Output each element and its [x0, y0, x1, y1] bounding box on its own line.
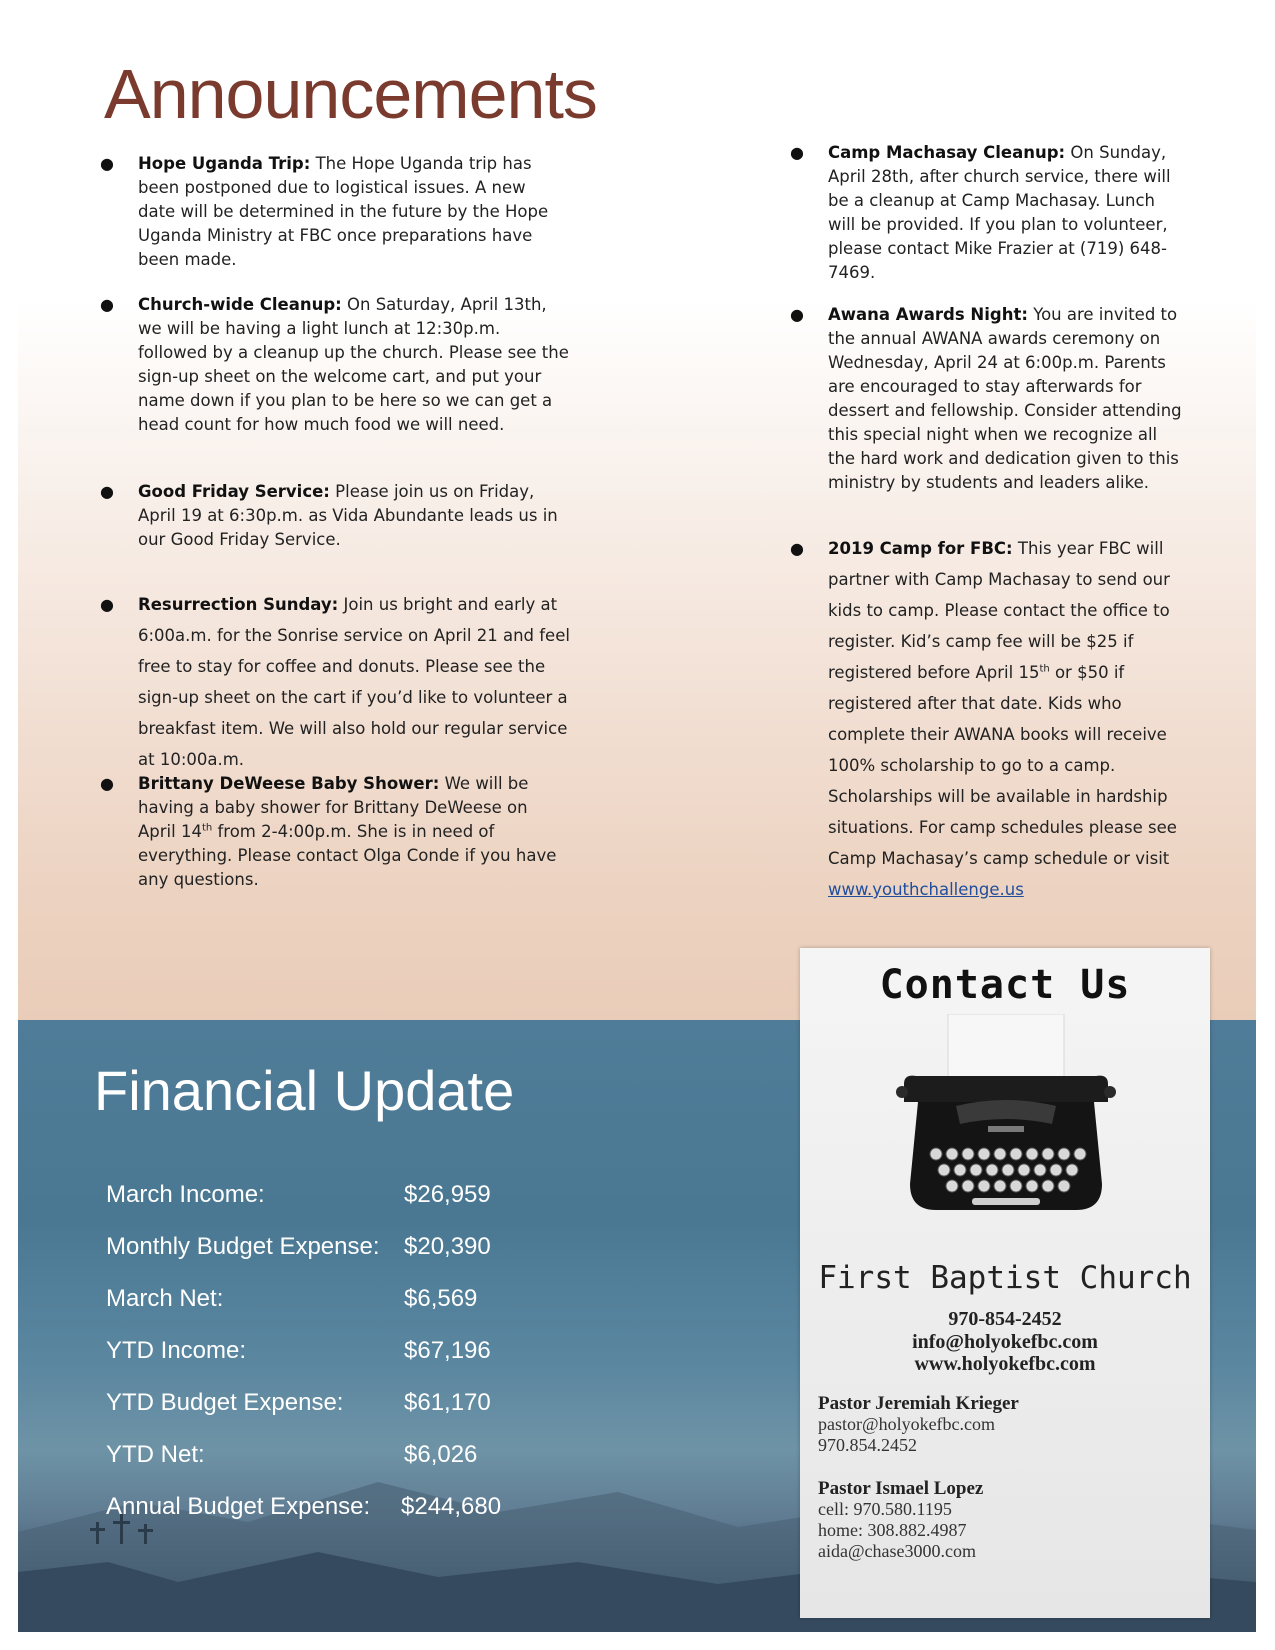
announcement-heading: Awana Awards Night: [828, 305, 1028, 324]
ordinal-suffix: th [201, 822, 213, 834]
announcement-text: On Sunday, April 28th, after church service, there will be a cleanup at Camp Machasay. Lunch will be provided. If you plan to volunteer, please contact Mike Frazier at (719) 648-7469. [828, 143, 1171, 282]
announcement-camp-cleanup [790, 141, 1178, 285]
announcement-text: Join us bright and early at 6:00a.m. for the Sonrise service on April 21 and feel free to stay for coffee and donuts. Please see the sign-up sheet on the cart if you’d like to volunteer a breakfast item. We will also hold our regular service at 10:00a.m. [138, 595, 570, 769]
announcement-text: The Hope Uganda trip has been postponed due to logistical issues. A new date will be determined in the future by the Hope Uganda Ministry at FBC once preparations have been made. [138, 154, 549, 269]
announcement-baby-shower [100, 772, 568, 892]
financial-label: March Income: [106, 1181, 265, 1208]
financial-label: YTD Income: [106, 1337, 247, 1364]
announcement-heading: Good Friday Service: [138, 482, 330, 501]
financial-value: $26,959 [404, 1181, 491, 1208]
announcement-heading: Camp Machasay Cleanup: [828, 143, 1066, 162]
announcement-text: or $50 if registered after that date. Kids who complete their AWANA books will receive 100% scholarship to go to a camp. Scholarships will be available in hardship situations. For camp schedules please see Camp Machasay’s camp schedule or visit [828, 663, 1177, 868]
bullet-icon: ● [100, 154, 114, 173]
pastor-jeremiah-block [818, 1393, 1019, 1456]
financial-update-title: Financial Update [94, 1059, 515, 1122]
announcement-awana-awards [790, 303, 1184, 495]
church-phone: 970-854-2452 [948, 1308, 1062, 1330]
announcement-heading: Church-wide Cleanup: [138, 295, 342, 314]
financial-label: YTD Budget Expense: [106, 1389, 344, 1416]
pastor-name: Pastor Ismael Lopez [818, 1478, 984, 1499]
financial-value: $6,569 [404, 1285, 478, 1312]
financial-value: $61,170 [404, 1389, 491, 1416]
pastor-ismael-block [818, 1478, 983, 1562]
pastor-email[interactable]: pastor@holyokefbc.com [818, 1414, 996, 1434]
youthchallenge-link[interactable]: www.youthchallenge.us [828, 880, 1024, 899]
bullet-icon: ● [100, 482, 114, 501]
announcement-text: from 2-4:00p.m. She is in need of everything. Please contact Olga Conde if you have any questions. [138, 822, 557, 889]
announcement-text: This year FBC will partner with Camp Machasay to send our kids to camp. Please contact the office to register. Kid’s camp fee will be $25 if registered before April 15 [828, 539, 1170, 682]
announcement-church-cleanup [100, 293, 570, 437]
bullet-icon: ● [790, 143, 804, 162]
typewriter-icon [896, 1014, 1116, 1224]
financial-label: Annual Budget Expense: [106, 1493, 371, 1520]
pastor-home: home: 308.882.4987 [818, 1520, 967, 1540]
pastor-name: Pastor Jeremiah Krieger [818, 1393, 1019, 1414]
announcement-text: Please join us on Friday, April 19 at 6:30p.m. as Vida Abundante leads us in our Good Friday Service. [138, 482, 558, 549]
contact-title: Contact Us [879, 962, 1131, 1008]
announcement-resurrection-sunday [100, 589, 578, 775]
church-website[interactable]: www.holyokefbc.com [914, 1353, 1096, 1375]
announcement-camp-fbc [790, 533, 1186, 905]
financial-label: March Net: [106, 1285, 224, 1312]
pastor-cell: cell: 970.580.1195 [818, 1499, 952, 1519]
announcement-good-friday [100, 480, 568, 552]
announcement-text: You are invited to the annual AWANA awards ceremony on Wednesday, April 24 at 6:00p.m. Parents are encouraged to stay afterwards for dessert and fellowship. Consider attending this special night when we recognize all the hard work and dedication given to this ministry by students and leaders alike. [828, 305, 1182, 492]
ordinal-suffix: th [1039, 663, 1050, 675]
announcement-heading: 2019 Camp for FBC: [828, 539, 1013, 558]
bullet-icon: ● [790, 539, 804, 558]
financial-label: YTD Net: [106, 1441, 205, 1468]
announcements-title: Announcements [104, 55, 597, 133]
financial-value: $20,390 [404, 1233, 491, 1260]
announcement-heading: Brittany DeWeese Baby Shower: [138, 774, 440, 793]
financial-value: $67,196 [404, 1337, 491, 1364]
announcement-text: We will be having a baby shower for Brittany DeWeese on April 14 [138, 774, 529, 841]
financial-label: Monthly Budget Expense: [106, 1233, 380, 1260]
pastor-email[interactable]: aida@chase3000.com [818, 1541, 977, 1561]
bullet-icon: ● [100, 295, 114, 314]
financial-value: $6,026 [404, 1441, 478, 1468]
bullet-icon: ● [790, 305, 804, 324]
church-name: First Baptist Church [818, 1260, 1192, 1296]
announcement-heading: Hope Uganda Trip: [138, 154, 311, 173]
pastor-phone: 970.854.2452 [818, 1435, 917, 1455]
church-email[interactable]: info@holyokefbc.com [912, 1331, 1098, 1353]
announcement-hope-uganda [100, 152, 568, 272]
announcement-text: On Saturday, April 13th, we will be having a light lunch at 12:30p.m. followed by a cleanup up the church. Please see the sign-up sheet on the welcome cart, and put your name down if you plan to be here so we can get a head count for how much food we will need. [138, 295, 569, 434]
announcement-heading: Resurrection Sunday: [138, 595, 339, 614]
bullet-icon: ● [100, 595, 114, 614]
financial-value: $244,680 [401, 1493, 502, 1520]
contact-card [800, 948, 1210, 1618]
bullet-icon: ● [100, 774, 114, 793]
